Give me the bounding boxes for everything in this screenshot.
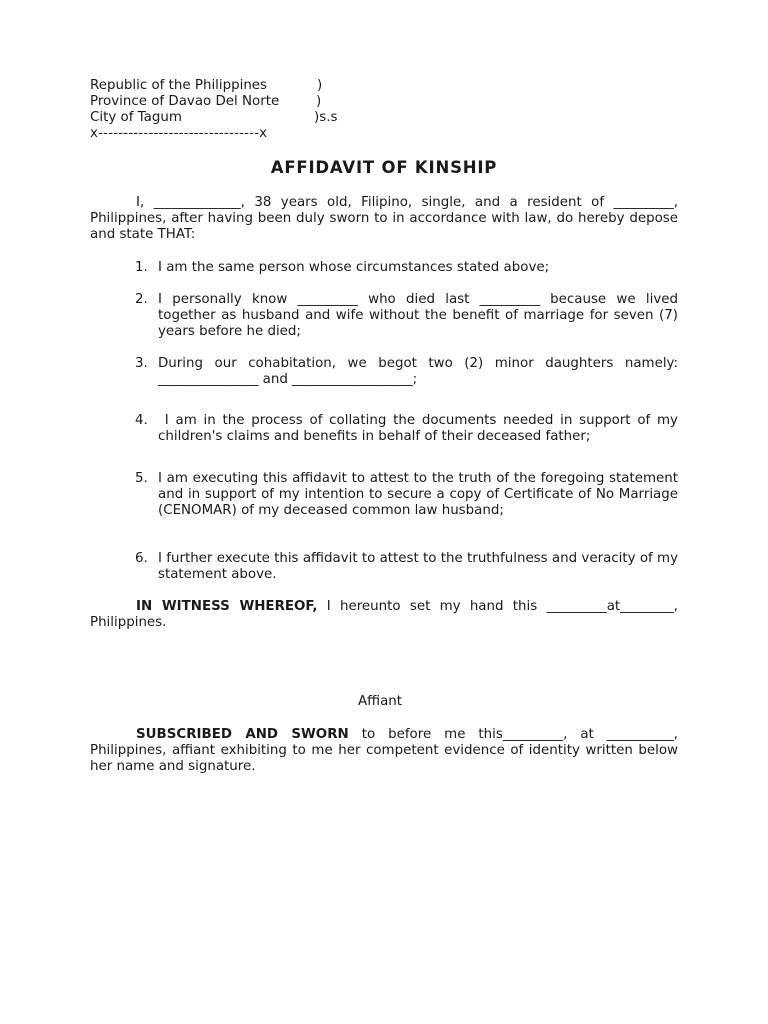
item-text: I personally know _________ who died last _________ because we lived together as husband and wife without the benefit of marriage for seven (7) years before he died; — [158, 292, 678, 339]
statement-item-2 — [135, 292, 678, 340]
item-text: During our cohabitation, we begot two (2) minor daughters namely: _______________ and __________________; — [158, 356, 678, 387]
venue-separator: x--------------------------------x — [90, 126, 268, 141]
venue-province: Province of Davao Del Norte — [90, 94, 280, 109]
item-number: 3. — [135, 356, 148, 371]
item-number: 1. — [135, 260, 148, 275]
item-text: I further execute this affidavit to attest to the truthfulness and veracity of my statement above. — [158, 551, 678, 582]
statement-item-5 — [135, 471, 678, 519]
item-number: 2. — [135, 292, 148, 307]
witness-paragraph — [90, 599, 678, 631]
statement-item-6 — [135, 551, 678, 583]
affiant-label: Affiant — [358, 694, 403, 709]
item-text: I am the same person whose circumstances stated above; — [158, 260, 550, 275]
item-number: 6. — [135, 551, 148, 566]
venue-province-paren: ) — [316, 94, 322, 109]
venue-country-paren: ) — [317, 78, 323, 93]
document-title: AFFIDAVIT OF KINSHIP — [270, 158, 498, 177]
statement-item-4 — [135, 413, 678, 445]
venue-city-suffix: )s.s — [314, 110, 338, 125]
jurat-text: to before me this_________, at __________, Philippines, affiant exhibiting to me her competent evidence of identity written below her name and signature. — [90, 727, 678, 774]
jurat-lead: SUBSCRIBED AND SWORN — [136, 727, 349, 742]
witness-text: I hereunto set my hand this _________at________, Philippines. — [90, 599, 678, 630]
intro-paragraph: I, _____________, 38 years old, Filipino, single, and a resident of _________, Philippines, after having been duly sworn to in accordance with law, do hereby depose and state THAT: — [90, 195, 678, 242]
item-text: I am in the process of collating the documents needed in support of my children's claims and benefits in behalf of their deceased father; — [158, 413, 678, 444]
venue-country: Republic of the Philippines — [90, 78, 268, 93]
statement-item-1 — [135, 260, 678, 276]
item-text: I am executing this affidavit to attest to the truth of the foregoing statement and in support of my intention to secure a copy of Certificate of No Marriage (CENOMAR) of my deceased common law husband; — [158, 471, 678, 518]
item-number: 5. — [135, 471, 148, 486]
statement-item-3 — [135, 356, 678, 388]
item-number: 4. — [135, 413, 148, 428]
witness-lead: IN WITNESS WHEREOF, — [136, 599, 318, 614]
venue-city: City of Tagum — [90, 110, 182, 125]
jurat-paragraph — [90, 727, 678, 775]
